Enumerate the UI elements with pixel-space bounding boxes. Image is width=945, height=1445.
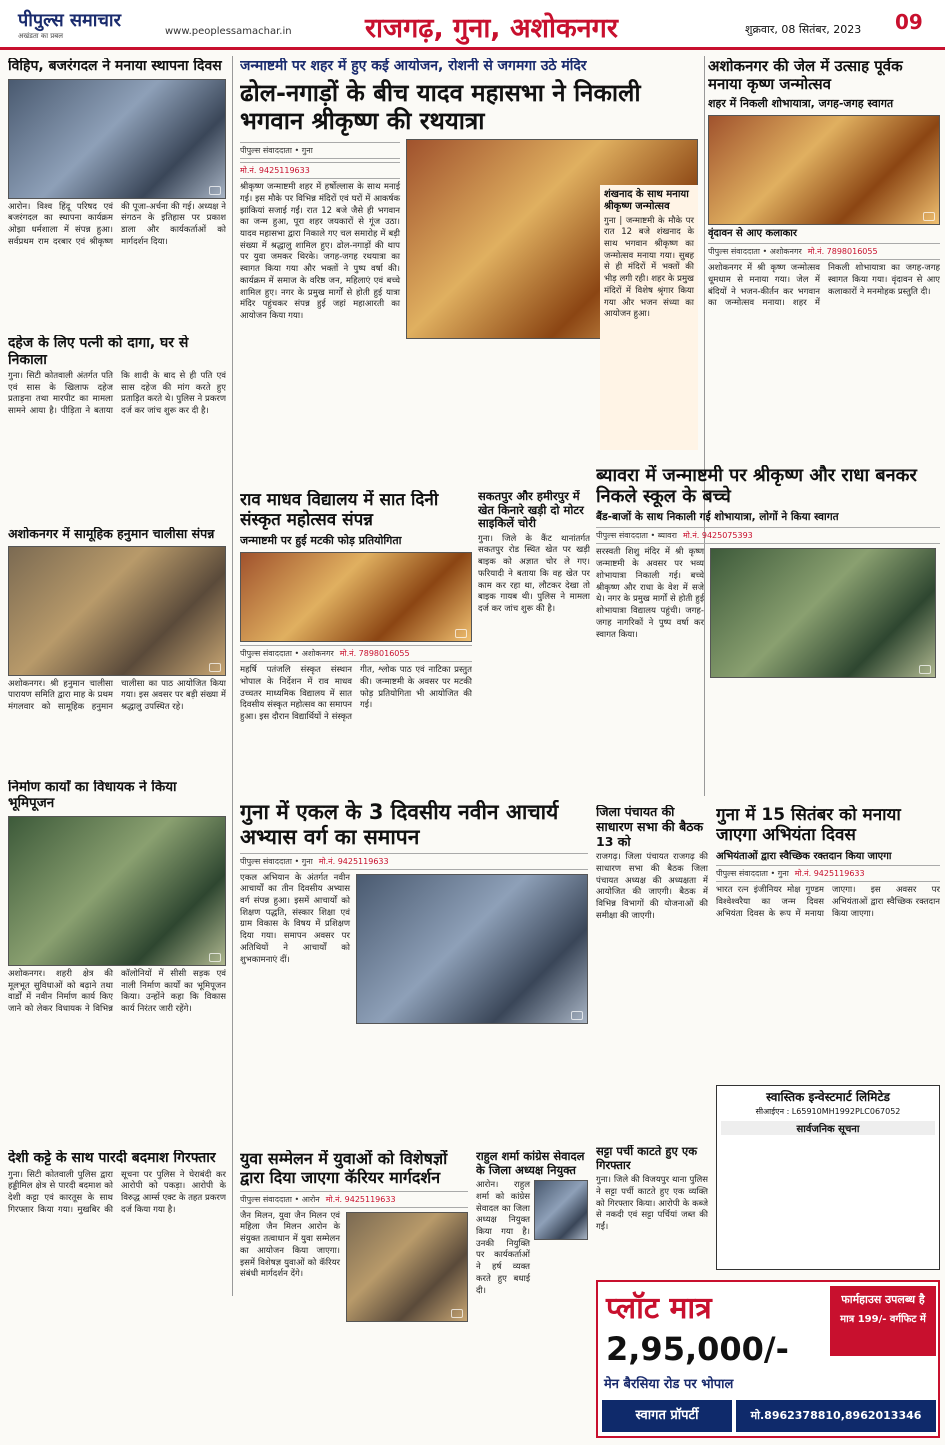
headline: विहिप, बजरंगदल ने मनाया स्थापना दिवस xyxy=(8,58,222,74)
notice-cin: सीआईएन : L65910MH1992PLC067052 xyxy=(755,1107,901,1117)
byline-reporter: पीपुल्स संवाददाता • ब्यावरा xyxy=(596,531,677,541)
headline: देशी कट्टे के साथ पारदी बदमाश गिरफ्तार xyxy=(8,1150,216,1166)
headline: जिला पंचायत की साधारण सभा की बैठक 13 को xyxy=(596,805,704,849)
article-body: गुना। सिटी कोतवाली पुलिस द्वारा हड्डीमिल क्षेत्र से पारदी बदमाश को देशी कट्टा एवं कारतूस के साथ गिरफ्तार किया गया। मुखबिर की सूचना पर पुलिस ने घेराबंदी कर आरोपी को पकड़ा। आरोपी के विरुद्ध आर्म्स एक्ट के तहत प्रकरण दर्ज किया गया है। xyxy=(8,1169,226,1215)
article-bhoomipujan[interactable] xyxy=(8,780,226,1140)
camera-icon xyxy=(571,1011,583,1020)
byline xyxy=(240,142,400,159)
headline: सट्टा पर्ची काटते हुए एक गिरफ्तार xyxy=(596,1145,698,1172)
ad-farmhouse: फार्महाउस उपलब्ध है xyxy=(841,1293,925,1306)
article-body: गुना | जन्माष्टमी के मौके पर रात 12 बजे शंखनाद के साथ भगवान श्रीकृष्ण का जन्मोत्सव मनाया गया। सुबह से ही मंदिरों में भक्तों की भीड़ लगी रही। शहर के प्रमुख मंदिरों में विशेष श्रृंगार किया गया और भजन संध्या का आयोजन हुआ। xyxy=(604,215,694,320)
brand-tagline: अखंडता का प्रबल xyxy=(18,32,63,40)
article-photo xyxy=(710,548,936,678)
headline: अशोकनगर में सामूहिक हनुमान चालीसा संपन्न xyxy=(8,527,215,541)
article-body: अशोकनगर। शहरी क्षेत्र की मूलभूत सुविधाओं को बढ़ाने तथा वार्डों में नवीन निर्माण कार्य किए जाने को लेकर विधायक ने विभिन्न कॉलोनियों में सीसी सड़क एवं नाली निर्माण कार्यों का भूमिपूजन किया। उन्होंने कहा कि विकास कार्य निरंतर जारी रहेंगे। xyxy=(8,968,226,1014)
article-body: भारत रत्न इंजीनियर मोक्ष गुण्डम विश्वेश्वरैया का जन्म दिवस अभियंता दिवस के रूप में मनाया जाएगा। इस अवसर पर अभियंताओं द्वारा स्वैच्छिक रक्तदान किया जाएगा। xyxy=(716,885,940,919)
article-photo xyxy=(8,546,226,676)
headline: गुना में 15 सितंबर को मनाया जाएगा अभियंता दिवस xyxy=(716,805,901,846)
issue-date: शुक्रवार, 08 सितंबर, 2023 xyxy=(745,23,862,36)
byline-reporter: पीपुल्स संवाददाता • गुना xyxy=(240,856,313,866)
brand-logo[interactable] xyxy=(18,8,121,41)
byline-phone: मो.नं. 7898016055 xyxy=(339,649,410,659)
camera-icon xyxy=(451,1309,463,1318)
photo-caption: वृंदावन से आए कलाकार xyxy=(708,228,797,240)
ad-plot-label: प्लॉट मात्र xyxy=(606,1291,712,1326)
byline-phone-row xyxy=(240,162,400,179)
camera-icon xyxy=(919,665,931,674)
headline: गुना में एकल के 3 दिवसीय नवीन आचार्य अभ्यास वर्ग का समापन xyxy=(240,800,559,849)
byline-reporter: पीपुल्स संवाददाता • अशोकनगर xyxy=(708,247,802,257)
article-body: अशोकनगर। श्री हनुमान चालीसा पारायण समिति द्वारा माह के प्रथम मंगलवार को सामूहिक हनुमान चालीसा का पाठ आयोजित किया गया। इस अवसर पर बड़ी संख्या में श्रद्धालु उपस्थित रहे। xyxy=(8,678,226,713)
ad-farmhouse-box xyxy=(830,1286,936,1356)
article-engineers-day[interactable] xyxy=(716,805,940,1075)
byline xyxy=(708,243,940,260)
article-pardi-arrest[interactable] xyxy=(8,1150,226,1435)
article-body: गुना। जिले की विजयपुर थाना पुलिस ने सट्टा पर्ची काटते हुए एक व्यक्ति को गिरफ्तार किया। आरोपी के कब्जे से नकदी एवं सट्टा पर्चियां जब्त की गईं। xyxy=(596,1175,708,1232)
page-number: 09 xyxy=(895,10,923,34)
byline xyxy=(596,527,940,544)
camera-icon xyxy=(209,186,221,195)
article-body: महर्षि पतंजलि संस्कृत संस्थान भोपाल के निर्देशन में राव माधव उच्चतर माध्यमिक विद्यालय में सात दिवसीय संस्कृत महोत्सव का समापन हुआ। इस दौरान विद्यार्थियों ने संस्कृत गीत, श्लोक पाठ एवं नाटिका प्रस्तुत की। जन्माष्टमी के अवसर पर मटकी फोड़ प्रतियोगिता भी आयोजित की गई। xyxy=(240,665,472,722)
brand-name: पीपुल्स समाचार xyxy=(18,10,121,31)
article-photo xyxy=(8,79,226,199)
byline xyxy=(240,1191,468,1208)
camera-icon xyxy=(209,663,221,672)
ad-phones[interactable]: मो.8962378810,8962013346 xyxy=(736,1400,936,1432)
notice-title: स्वास्तिक इन्वेस्टमार्ट लिमिटेड xyxy=(766,1090,890,1104)
byline-reporter: पीपुल्स संवाददाता • आरोन xyxy=(240,1194,320,1204)
byline-phone: मो.नं. 7898016055 xyxy=(807,247,878,257)
byline xyxy=(716,865,940,882)
subheadline: बैंड-बाजों के साथ निकाली गई शोभायात्रा, लोगों ने किया स्वागत xyxy=(596,511,839,524)
camera-icon xyxy=(923,212,935,221)
article-rahul-sharma[interactable] xyxy=(476,1150,588,1435)
headline: सकतपुर और हमीरपुर में खेत किनारे खड़ी दो मोटर साइकिलें चोरी xyxy=(478,490,584,531)
section-title: राजगढ़, गुना, अशोकनगर xyxy=(365,13,618,44)
advertisement-plot[interactable] xyxy=(596,1280,940,1438)
article-photo xyxy=(240,552,472,642)
article-photo xyxy=(708,115,940,225)
ad-company: स्वागत प्रॉपर्टी xyxy=(602,1400,732,1432)
article-body: अशोकनगर में श्री कृष्ण जन्मोत्सव धूमधाम से मनाया गया। जेल में बंदियों ने भजन-कीर्तन कर भगवान का जन्मोत्सव मनाया। शहर में निकली शोभायात्रा का जगह-जगह स्वागत किया गया। वृंदावन से आए कलाकारों ने मनमोहक प्रस्तुति दी। xyxy=(708,263,940,309)
sidebox-shankhnad[interactable] xyxy=(600,185,698,450)
article-sanskrit-festival[interactable] xyxy=(240,490,472,790)
article-satta-arrest[interactable] xyxy=(596,1145,708,1275)
ad-price: 2,95,000/- xyxy=(606,1330,789,1368)
byline-phone: मो.नं. 9425119633 xyxy=(325,1194,396,1204)
headline: दहेज के लिए पत्नी को दागा, घर से निकाला xyxy=(8,335,189,368)
article-bike-theft[interactable] xyxy=(478,490,590,790)
article-vhp[interactable] xyxy=(8,58,226,328)
article-byawara-shobhayatra[interactable] xyxy=(596,465,940,795)
article-jail-janmotsav[interactable] xyxy=(708,58,940,458)
headline: अशोकनगर की जेल में उत्साह पूर्वक मनाया कृष्ण जन्मोत्सव xyxy=(708,58,903,93)
article-body: एकल अभियान के अंतर्गत नवीन आचार्यों का तीन दिवसीय अभ्यास वर्ग संपन्न हुआ। इसमें आचार्यों को शिक्षण पद्धति, संस्कार शिक्षा एवं ग्राम विकास के विषय में प्रशिक्षण दिया गया। समापन अवसर पर अतिथियों ने आचार्यों को शुभकामनाएं दीं। xyxy=(240,872,350,965)
byline-phone: मो.नं. 9425075393 xyxy=(682,531,753,541)
headline: शंखनाद के साथ मनाया श्रीकृष्ण जन्मोत्सव xyxy=(604,189,689,212)
website-link[interactable]: www.peoplessamachar.in xyxy=(165,26,292,37)
portrait-photo xyxy=(534,1180,588,1240)
article-body: गुना। सिटी कोतवाली अंतर्गत पति एवं सास के खिलाफ दहेज प्रताड़ना तथा मारपीट का मामला सामने आया है। पीड़िता ने बताया कि शादी के बाद से ही पति एवं सास दहेज की मांग करते हुए प्रताड़ित करते थे। पुलिस ने प्रकरण दर्ज कर जांच शुरू कर दी है। xyxy=(8,371,226,417)
public-notice[interactable] xyxy=(716,1085,940,1270)
article-body: आरोन। राहुल शर्मा को कांग्रेस सेवादल का जिला अध्यक्ष नियुक्त किया गया है। उनकी नियुक्ति पर कार्यकर्ताओं ने हर्ष व्यक्त करते हुए बधाई दी। xyxy=(476,1180,530,1296)
article-body: राजगढ़। जिला पंचायत राजगढ़ की साधारण सभा की बैठक जिला पंचायत अध्यक्ष की अध्यक्षता में आयोजित की जाएगी। बैठक में विभिन्न विभागों की योजनाओं की समीक्षा की जाएगी। xyxy=(596,852,708,921)
article-hanuman-chalisa[interactable] xyxy=(8,527,226,772)
article-photo xyxy=(356,874,588,1024)
ad-location: मेन बैरसिया रोड पर भोपाल xyxy=(604,1377,734,1392)
lead-headline: ढोल-नगाड़ों के बीच यादव महासभा ने निकाली भगवान श्रीकृष्ण की रथयात्रा xyxy=(240,78,641,135)
subheadline: जन्माष्टमी पर हुई मटकी फोड़ प्रतियोगिता xyxy=(240,534,402,548)
camera-icon xyxy=(209,953,221,962)
byline-phone: मो.नं. 9425119633 xyxy=(240,166,310,176)
byline-reporter: पीपुल्स संवाददाता • गुना xyxy=(716,869,789,879)
article-ekal-abhyas[interactable] xyxy=(240,800,588,1140)
article-zila-panchayat[interactable] xyxy=(596,805,708,1135)
ad-farmhouse-price: मात्र 199/- वर्गफिट में xyxy=(840,1314,926,1325)
kicker: जन्माष्टमी पर शहर में हुए कई आयोजन, रोशनी से जगमगा उठे मंदिर xyxy=(240,58,587,74)
article-body: सरस्वती शिशु मंदिर में श्री कृष्ण जन्माष्टमी के अवसर पर भव्य शोभायात्रा निकाली गई। बच्चे श्रीकृष्ण और राधा के वेश में सजे थे। नगर के प्रमुख मार्गों से होती हुई शोभायात्रा विद्यालय पहुंची। जगह-जगह नागरिकों ने पुष्प वर्षा कर स्वागत किया। xyxy=(596,547,704,640)
article-dowry[interactable] xyxy=(8,335,226,520)
byline-phone: मो.नं. 9425119633 xyxy=(318,856,389,866)
byline-phone: मो.नं. 9425119633 xyxy=(794,869,865,879)
headline: राहुल शर्मा कांग्रेस सेवादल के जिला अध्यक्ष नियुक्त xyxy=(476,1150,585,1177)
byline xyxy=(240,645,472,662)
notice-heading: सार्वजनिक सूचना xyxy=(721,1121,935,1135)
article-body: आरोन। विश्व हिंदू परिषद एवं बजरंगदल का स्थापना कार्यक्रम ओझा धर्मशाला में संपन्न हुआ। सर्वप्रथम राम दरबार एवं श्रीकृष्ण की पूजा-अर्चना की गई। अध्यक्ष ने संगठन के इतिहास पर प्रकाश डाला और कार्यकर्ताओं को मार्गदर्शन दिया। xyxy=(8,201,226,247)
headline: राव माधव विद्यालय में सात दिनी संस्कृत महोत्सव संपन्न xyxy=(240,490,439,531)
column-rule xyxy=(232,56,233,1296)
article-body: गुना। जिले के कैंट थानांतर्गत सकतपुर रोड स्थित खेत पर खड़ी बाइक को अज्ञात चोर ले गए। फरियादी ने बताया कि वह खेत पर काम कर रहा था, लौटकर देखा तो बाइक गायब थी। पुलिस ने मामला दर्ज कर जांच शुरू की है। xyxy=(478,533,590,614)
masthead xyxy=(0,0,945,50)
subheadline: शहर में निकली शोभायात्रा, जगह-जगह स्वागत xyxy=(708,97,894,111)
byline-reporter: पीपुल्स संवाददाता • गुना xyxy=(240,146,313,156)
byline-reporter: पीपुल्स संवाददाता • अशोकनगर xyxy=(240,649,334,659)
article-photo xyxy=(8,816,226,966)
camera-icon xyxy=(455,629,467,638)
headline: युवा सम्मेलन में युवाओं को विशेषज्ञों द्वारा दिया जाएगा कॅरियर मार्गदर्शन xyxy=(240,1150,448,1187)
subheadline: अभियंताओं द्वारा स्वैच्छिक रक्तदान किया जाएगा xyxy=(716,851,892,863)
headline: ब्यावरा में जन्माष्टमी पर श्रीकृष्ण और राधा बनकर निकले स्कूल के बच्चे xyxy=(596,465,917,508)
article-body: जैन मिलन, युवा जैन मिलन एवं महिला जैन मिलन आरोन के संयुक्त तत्वाधान में युवा सम्मेलन का आयोजन किया जाएगा। इसमें विशेषज्ञ युवाओं को कॅरियर संबंधी मार्गदर्शन देंगे। xyxy=(240,1210,340,1280)
byline xyxy=(240,853,588,870)
article-yuva-sammelan[interactable] xyxy=(240,1150,468,1435)
article-photo xyxy=(346,1212,468,1322)
article-body: श्रीकृष्ण जन्माष्टमी शहर में हर्षोल्लास के साथ मनाई गई। इस मौके पर विभिन्न मंदिरों एवं घरों में आकर्षक झांकियां सजाई गईं। रात 12 बजे जैसे ही भगवान का जन्म हुआ, पूरा शहर जयकारों से गूंज उठा। यादव महासभा द्वारा निकाले गए चल समारोह में बड़ी संख्या में श्रद्धालु शामिल हुए। ढोल-नगाड़ों की थाप पर युवा जमकर थिरके। जगह-जगह रथयात्रा का स्वागत किया गया और भक्तों ने पुष्प वर्षा की। कार्यक्रम में समाज के वरिष्ठ जन, महिलाएं एवं बच्चे शामिल हुए। नगर के प्रमुख मार्गों से होती हुई यात्रा मंदिर पहुंचकर संपन्न हुई जहां महाआरती का आयोजन किया गया। xyxy=(240,182,400,322)
headline: निर्माण कार्यों का विधायक ने किया भूमिपूजन xyxy=(8,780,177,811)
